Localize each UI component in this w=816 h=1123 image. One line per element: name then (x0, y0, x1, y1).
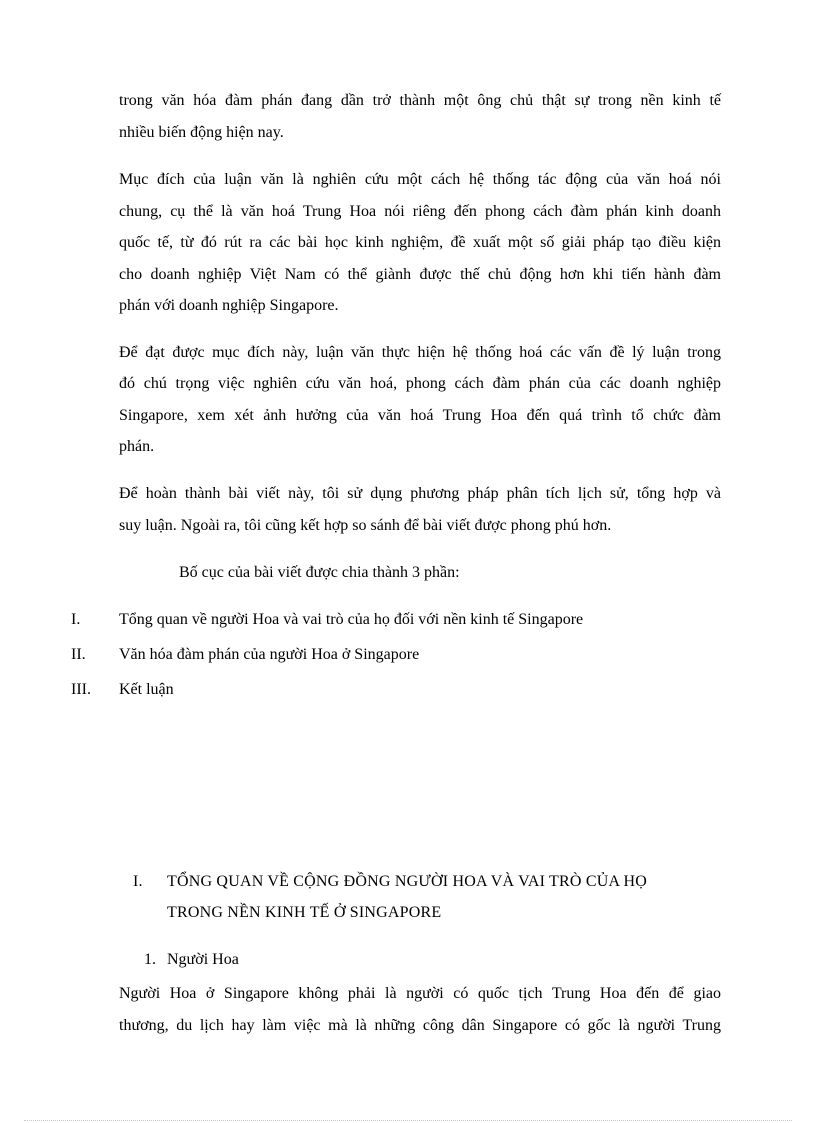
paragraph-line: nhiều biến động hiện nay. (119, 124, 284, 141)
paragraph-line: suy luận. Ngoài ra, tôi cũng kết hợp so sánh để bài viết được phong phú hơn. (119, 517, 612, 534)
section-title-line: TRONG NỀN KINH TẾ Ở SINGAPORE (167, 904, 442, 921)
paragraph-line: trong văn hóa đàm phán đang dần trở thành một ông chủ thật sự trong nền kinh tế (119, 92, 721, 109)
subsection-title: Người Hoa (167, 951, 239, 968)
paragraph-line: phán. (119, 438, 155, 455)
outline-item-number: I. (71, 611, 81, 628)
outline-item-number: III. (71, 681, 91, 698)
outline-item-text: Kết luận (119, 681, 174, 698)
paragraph-line: Mục đích của luận văn là nghiên cứu một cách hệ thống tác động của văn hoá nói (119, 171, 721, 188)
paragraph-line: Để đạt được mục đích này, luận văn thực hiện hệ thống hoá các vấn đề lý luận trong (119, 344, 721, 361)
paragraph-line: Người Hoa ở Singapore không phải là người có quốc tịch Trung Hoa đến để giao (119, 985, 721, 1002)
section-title-line: TỔNG QUAN VỀ CỘNG ĐỒNG NGƯỜI HOA VÀ VAI TRÒ CỦA HỌ (167, 873, 648, 890)
subsection-number: 1. (144, 951, 156, 968)
paragraph-line: thương, du lịch hay làm việc mà là những công dân Singapore có gốc là người Trung (119, 1017, 721, 1034)
paragraph-line: đó chú trọng việc nghiên cứu văn hoá, phong cách đàm phán của các doanh nghiệp (119, 375, 721, 392)
section-number: I. (133, 873, 143, 890)
paragraph-line: Để hoàn thành bài viết này, tôi sử dụng phương pháp phân tích lịch sử, tổng hợp và (119, 485, 721, 502)
structure-intro: Bố cục của bài viết được chia thành 3 phần: (179, 564, 460, 581)
page-bottom-border (24, 1120, 792, 1121)
paragraph-line: phán với doanh nghiệp Singapore. (119, 297, 339, 314)
paragraph-line: quốc tế, từ đó rút ra các bài học kinh nghiệm, đề xuất một số giải pháp tạo điều kiện (119, 234, 721, 251)
outline-item-text: Tổng quan về người Hoa và vai trò của họ đối với nền kinh tế Singapore (119, 611, 584, 628)
outline-item-number: II. (71, 646, 86, 663)
paragraph-line: cho doanh nghiệp Việt Nam có thể giành được thế chủ động hơn khi tiến hành đàm (119, 266, 721, 283)
paragraph-line: Singapore, xem xét ảnh hưởng của văn hoá Trung Hoa đến quá trình tổ chức đàm (119, 407, 721, 424)
paragraph-line: chung, cụ thể là văn hoá Trung Hoa nói riêng đến phong cách đàm phán kinh doanh (119, 203, 721, 220)
outline-item-text: Văn hóa đàm phán của người Hoa ở Singapore (119, 646, 420, 663)
